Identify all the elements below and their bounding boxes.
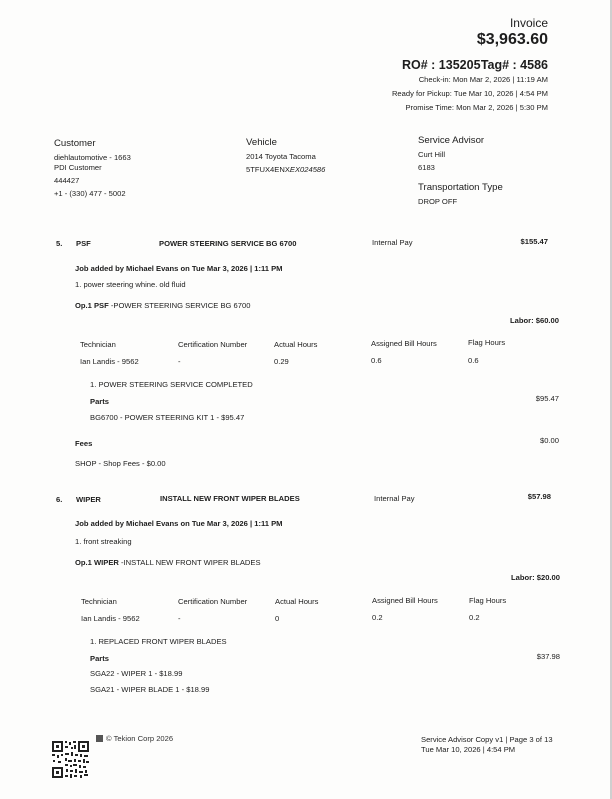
col-certification: Certification Number [178,597,248,606]
invoice-label: Invoice [509,16,548,30]
job-title: INSTALL NEW FRONT WIPER BLADES [160,494,300,503]
service-advisor-number: 6183 [418,163,435,172]
job-number: 6. [56,495,63,504]
customer-name: diehlautomotive - 1663 [54,153,131,162]
job-concern: 1. power steering whine. old fluid [75,280,186,289]
footer-copyright: © Tekion Corp 2026 [106,734,174,743]
service-advisor-heading: Service Advisor [418,135,485,146]
footer-copy-info: Service Advisor Copy v1 | Page 3 of 13 [421,735,553,744]
op-code: Op.1 WIPER [75,558,119,567]
job-story: 1. POWER STEERING SERVICE COMPLETED [90,380,253,389]
op-description: -POWER STEERING SERVICE BG 6700 [110,301,251,310]
footer-brand [96,734,173,743]
job-pay-type: Internal Pay [372,238,413,247]
vehicle-heading: Vehicle [246,137,277,148]
op-code: Op.1 PSF [75,301,109,310]
transportation-heading: Transportation Type [418,182,503,193]
vehicle-model: 2014 Toyota Tacoma [246,152,316,161]
job-pay-type: Internal Pay [374,494,415,503]
job-added-by: Job added by Michael Evans on Tue Mar 3, 2026 | 1:11 PM [75,519,283,528]
op-line [75,558,261,567]
part-line: SGA22 - WIPER 1 - $18.99 [90,669,183,678]
tech-flag-hours: 0.2 [469,613,480,622]
service-advisor-name: Curt Hill [418,150,446,159]
fee-line: SHOP - Shop Fees - $0.00 [75,459,166,468]
parts-total: $37.98 [536,652,560,661]
tech-actual-hours: 0.29 [274,357,289,366]
col-technician: Technician [80,340,116,349]
job-number: 5. [56,239,63,248]
op-line [75,301,250,310]
qr-code-icon [51,740,90,779]
tech-flag-hours: 0.6 [468,356,479,365]
customer-number: 444427 [54,176,80,185]
tekion-logo-icon [96,735,103,742]
tech-name: Ian Landis - 9562 [80,357,139,366]
job-code: WIPER [76,495,101,504]
tech-certification: - [178,614,181,623]
labor-amount: Labor: $60.00 [510,316,559,325]
job-amount: $155.47 [520,237,548,246]
col-assigned-hours: Assigned Bill Hours [371,339,437,348]
op-description: -INSTALL NEW FRONT WIPER BLADES [121,558,261,567]
job-added-by: Job added by Michael Evans on Tue Mar 3, 2026 | 1:11 PM [75,264,283,273]
vehicle-vin [246,165,325,174]
ro-number: RO# : 135205 [402,58,481,72]
job-concern: 1. front streaking [75,537,132,546]
part-line: BG6700 - POWER STEERING KIT 1 - $95.47 [90,413,245,422]
tech-assigned-hours: 0.2 [372,613,383,622]
tech-certification: - [178,357,181,366]
ready-for-pickup-time: Ready for Pickup: Tue Mar 10, 2026 | 4:54 PM [391,89,548,98]
vin-prefix: 5TFUX4ENX [246,165,290,174]
parts-total: $95.47 [535,394,559,403]
transportation-value: DROP OFF [418,197,458,206]
labor-amount: Labor: $20.00 [511,573,560,582]
check-in-time: Check-in: Mon Mar 2, 2026 | 11:19 AM [418,75,548,84]
fees-total: $0.00 [539,436,559,445]
col-actual-hours: Actual Hours [275,597,319,606]
part-line: SGA21 - WIPER BLADE 1 - $18.99 [90,685,210,694]
customer-type: PDI Customer [54,163,102,172]
tag-number: Tag# : 4586 [480,58,548,72]
promise-time: Promise Time: Mon Mar 2, 2026 | 5:30 PM [405,103,548,112]
job-amount: $57.98 [527,492,551,501]
vin-suffix: EX024586 [289,165,326,174]
col-actual-hours: Actual Hours [274,340,318,349]
job-code: PSF [76,239,91,248]
tech-name: Ian Landis - 9562 [81,614,140,623]
fees-label: Fees [75,439,93,448]
tech-assigned-hours: 0.6 [371,356,382,365]
col-flag-hours: Flag Hours [469,596,507,605]
customer-phone: +1 - (330) 477 - 5002 [54,189,126,198]
col-assigned-hours: Assigned Bill Hours [372,596,438,605]
col-flag-hours: Flag Hours [468,338,506,347]
col-technician: Technician [81,597,117,606]
customer-heading: Customer [54,138,96,149]
parts-label: Parts [90,654,109,663]
footer-printed-date: Tue Mar 10, 2026 | 4:54 PM [421,745,516,754]
parts-label: Parts [90,397,109,406]
job-title: POWER STEERING SERVICE BG 6700 [159,239,297,248]
job-story: 1. REPLACED FRONT WIPER BLADES [90,637,227,646]
tech-actual-hours: 0 [275,614,280,623]
invoice-total: $3,963.60 [476,31,548,48]
col-certification: Certification Number [178,340,248,349]
